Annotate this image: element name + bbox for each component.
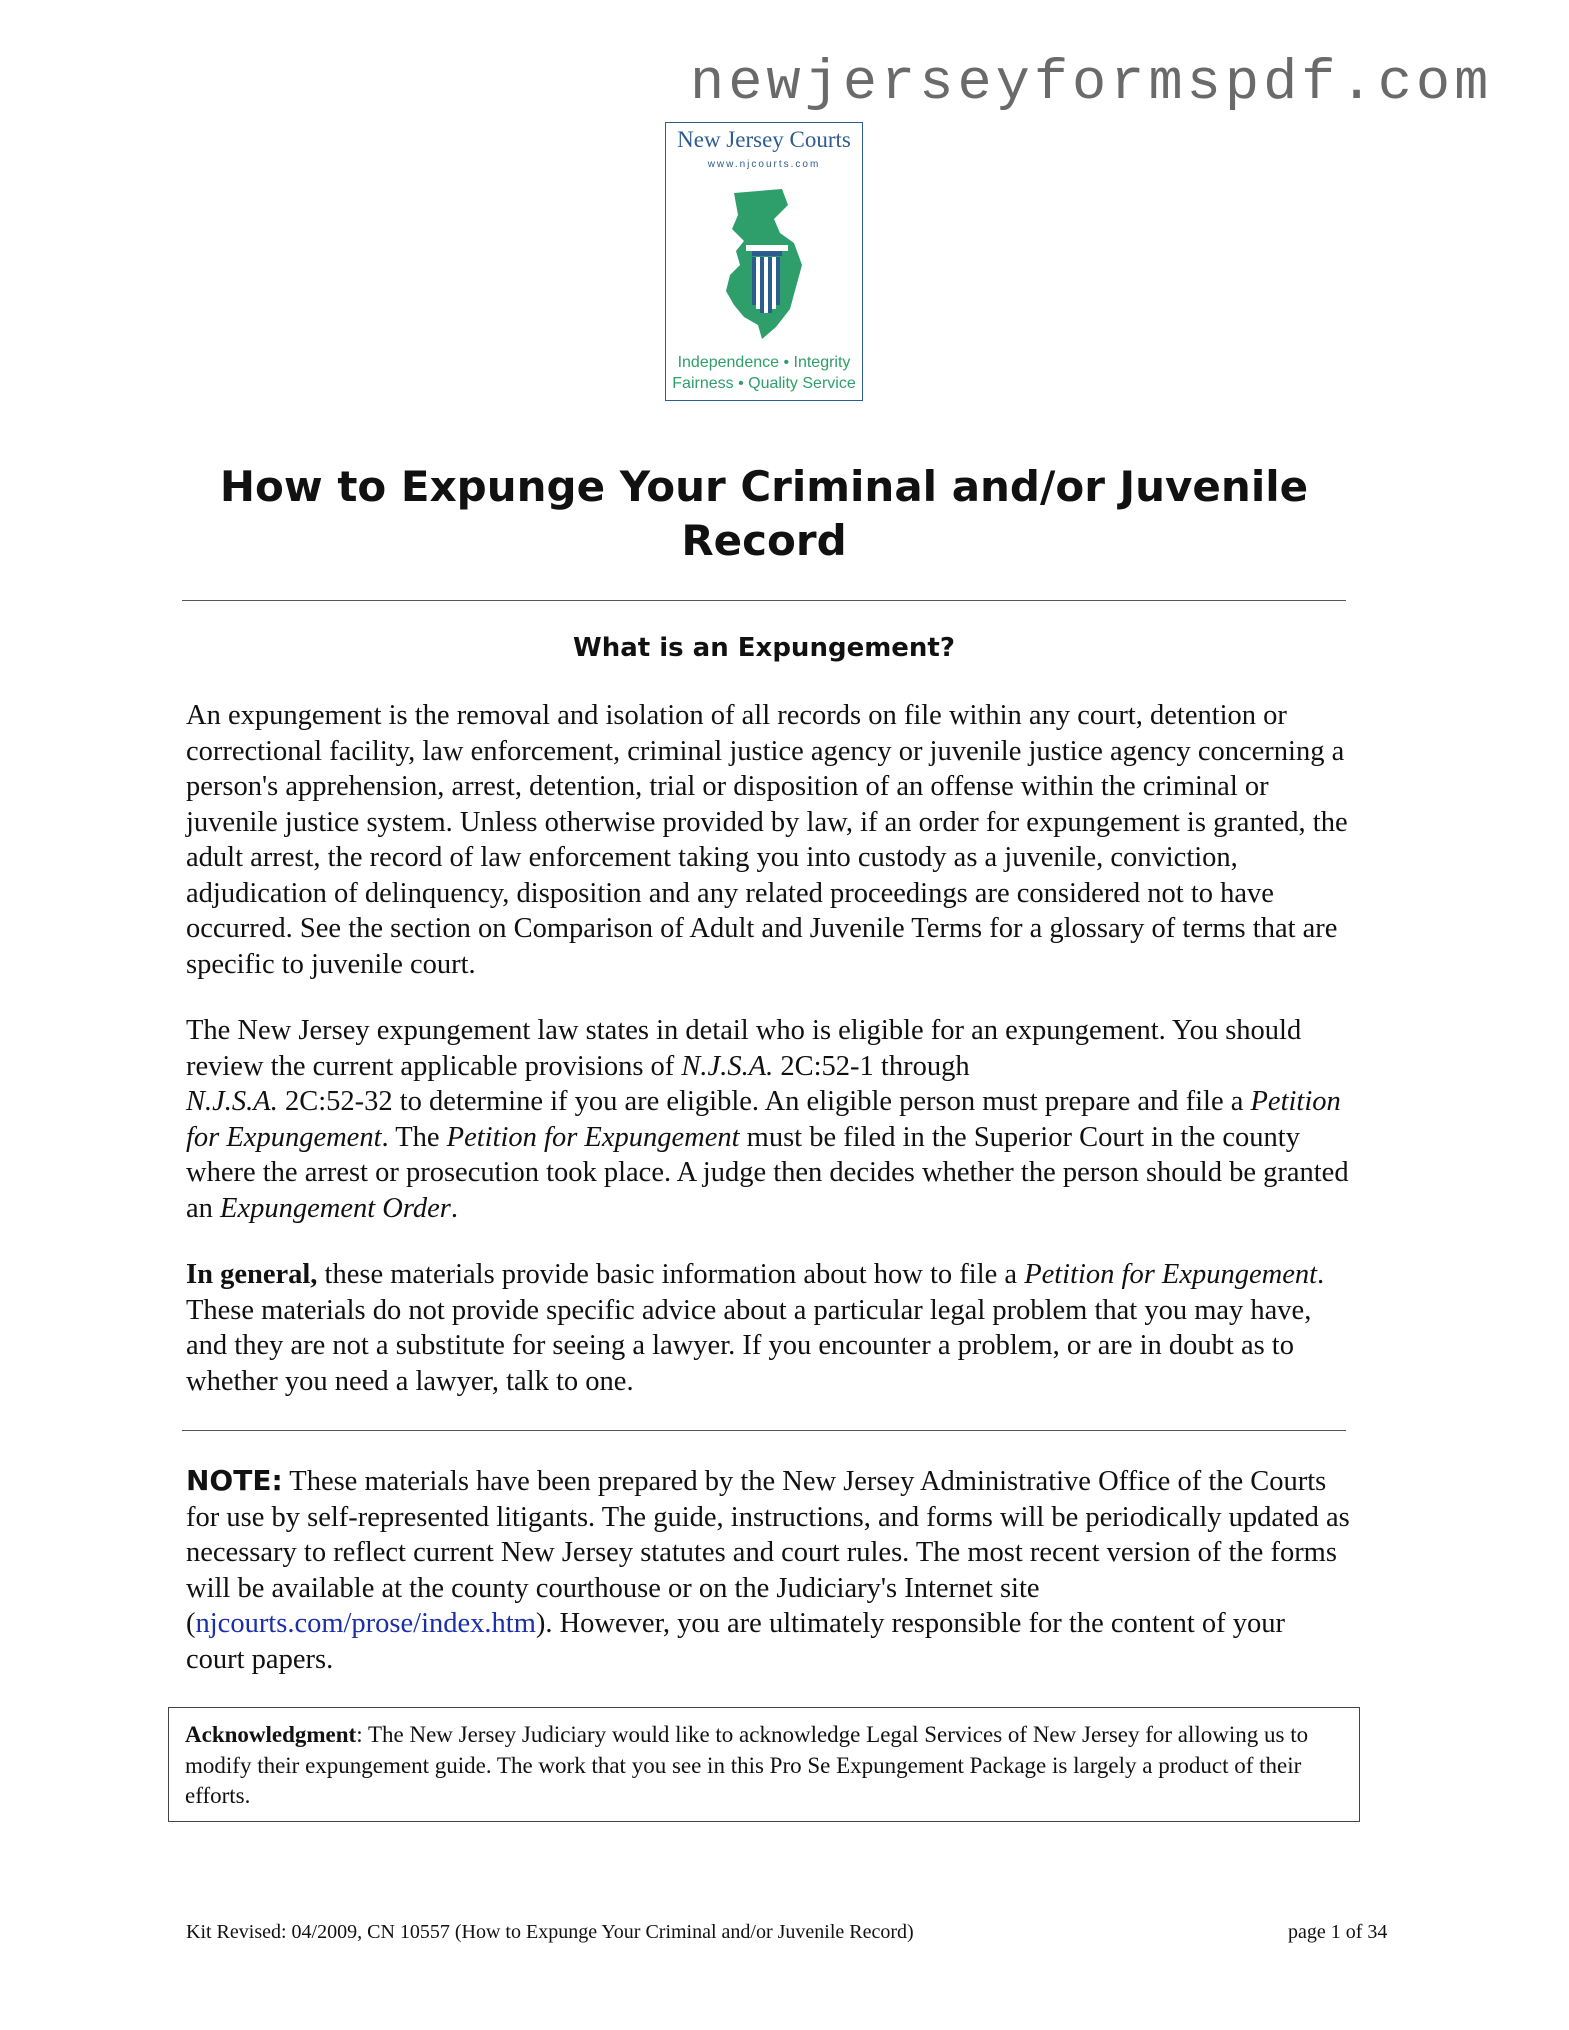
acknowledgment-box: Acknowledgment: The New Jersey Judiciary would like to acknowledge Legal Services of New Jersey for allowing us to modify their expungement guide. The work that you see in this Pro Se Expungement Package is largely a product of their efforts. xyxy=(168,1707,1360,1822)
acknowledgment-label: Acknowledgment xyxy=(185,1722,357,1747)
nj-courts-logo xyxy=(665,122,863,401)
section-heading: What is an Expungement? xyxy=(573,633,955,663)
nj-map-column-icon xyxy=(722,189,808,339)
disclaimer-paragraph: In general, these materials provide basic information about how to file a Petition for Expungement. These materials do not provide specific advice about a particular legal problem that you may have, and they are not a substitute for seeing a lawyer. If you encounter a problem, or are in doubt as to whether you need a lawyer, talk to one. xyxy=(186,1259,1325,1397)
logo-title: New Jersey Courts xyxy=(677,127,851,152)
eligibility-paragraph: The New Jersey expungement law states in detail who is eligible for an expungement. You should review the current applicable provisions of N.J.S.A. 2C:52-1 through N.J.S.A. 2C:52-32 to determine if you are eligible. An eligible person must prepare and file a Petition for Expungement. The Petition for Expungement must be filed in the Superior Court in the county where the arrest or prosecution took place. A judge then decides whether the person should be granted an Expungement Order. xyxy=(186,1015,1349,1224)
page-title: How to Expunge Your Criminal and/or Juvenile Record xyxy=(219,462,1309,565)
definition-paragraph: An expungement is the removal and isolation of all records on file within any court, detention or correctional facility, law enforcement, criminal justice agency or juvenile justice agency concerning a person's apprehension, arrest, detention, trial or disposition of an offense within the criminal or juvenile justice system. Unless otherwise provided by law, if an order for expungement is granted, the adult arrest, the record of law enforcement taking you into custody as a juvenile, conviction, adjudication of delinquency, disposition and any related proceedings are considered not to have occurred. See the section on Comparison of Adult and Juvenile Terms for a glossary of terms that are specific to juvenile court. xyxy=(186,700,1348,980)
divider-middle xyxy=(182,1430,1346,1431)
logo-url: www.njcourts.com xyxy=(707,159,821,170)
note-paragraph: NOTE: These materials have been prepared by the New Jersey Administrative Office of the Courts for use by self-represented litigants. The guide, instructions, and forms will be periodically updated as necessary to reflect current New Jersey statutes and court rules. The most recent version of the forms will be available at the county courthouse or on the Judiciary's Internet site (njcourts.com/prose/index.htm). However, you are ultimately responsible for the content of your court papers. xyxy=(186,1464,1350,1675)
divider-top xyxy=(182,600,1346,601)
logo-motto-line1: Independence • Integrity xyxy=(677,354,851,371)
footer-page-number: page 1 of 34 xyxy=(1288,1921,1388,1943)
note-label: NOTE: xyxy=(186,1464,283,1497)
site-watermark: newjerseyformspdf.com xyxy=(690,52,1493,116)
footer-revision: Kit Revised: 04/2009, CN 10557 (How to Expunge Your Criminal and/or Juvenile Record) xyxy=(186,1921,914,1943)
prose-link[interactable]: njcourts.com/prose/index.htm xyxy=(195,1608,536,1639)
logo-motto-line2: Fairness • Quality Service xyxy=(672,375,856,392)
